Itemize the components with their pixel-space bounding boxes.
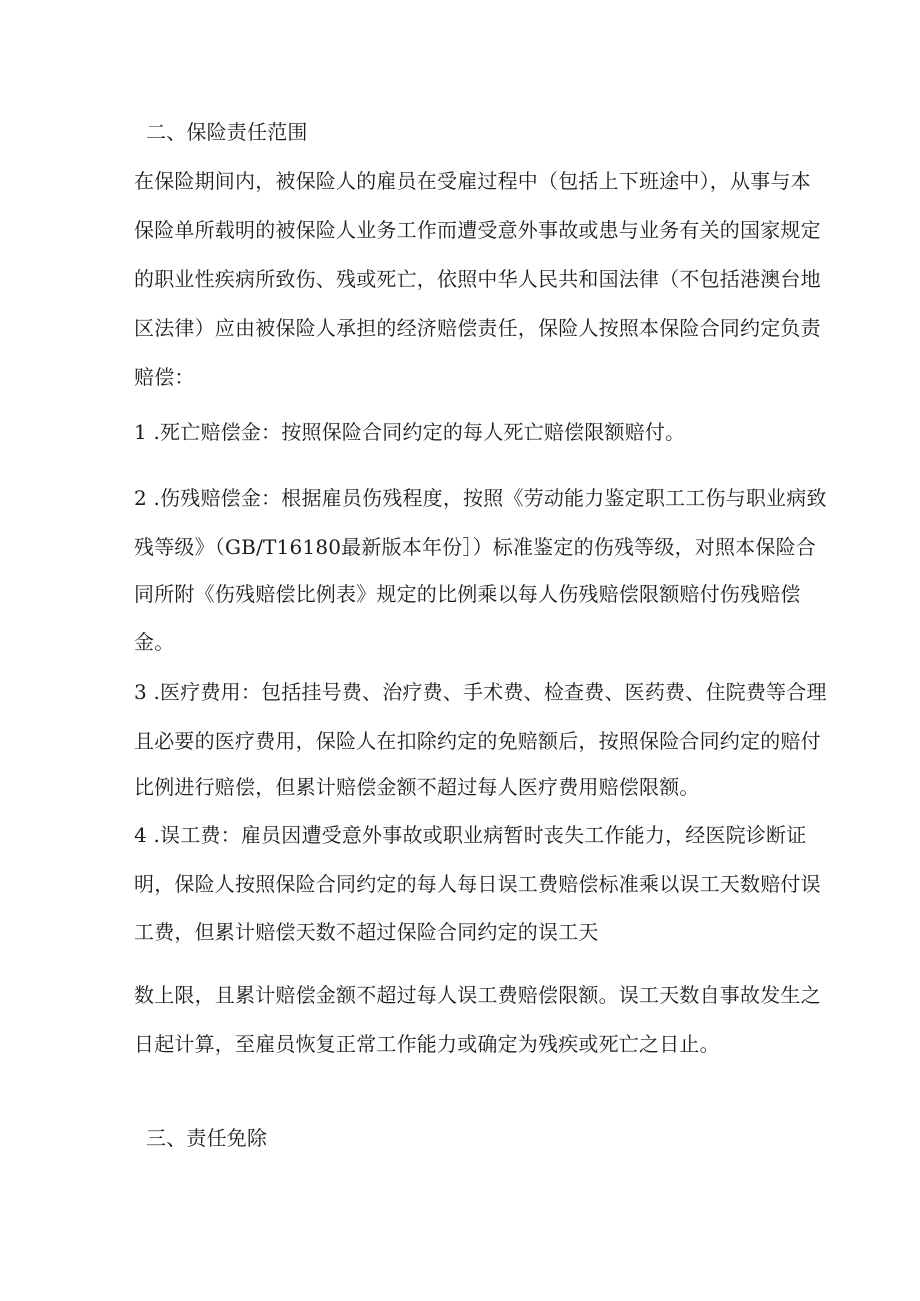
item-4-line-4: 数上限，且累计赔偿金额不超过每人误工费赔偿限额。误工天数自事故发生之 [134, 983, 821, 1007]
section-heading-2: 二、保险责任范围 [146, 120, 308, 144]
intro-line-5: 赔偿： [134, 365, 195, 389]
item-2-line-4: 金。 [134, 630, 175, 654]
intro-line-2: 保险单所载明的被保险人业务工作而遭受意外事故或患与业务有关的国家规定 [134, 218, 821, 242]
intro-line-4: 区法律）应由被保险人承担的经济赔偿责任，保险人按照本保险合同约定负责 [134, 316, 821, 340]
item-4-line-2: 明，保险人按照保险合同约定的每人每日误工费赔偿标准乘以误工天数赔付误 [134, 872, 821, 896]
item-4-line-3: 工费，但累计赔偿天数不超过保险合同约定的误工天 [134, 920, 599, 944]
item-4-line-1: 4 .误工费：雇员因遭受意外事故或职业病暂时丧失工作能力，经医院诊断证 [134, 823, 807, 847]
section-heading-3: 三、责任免除 [146, 1126, 268, 1150]
item-3-line-1: 3 .医疗费用：包括挂号费、治疗费、手术费、检查费、医药费、住院费等合理 [134, 680, 827, 704]
item-2-line-2: 残等级》（GB/T16180最新版本年份］）标准鉴定的伤残等级，对照本保险合 [134, 535, 816, 559]
item-3-line-2: 且必要的医疗费用，保险人在扣除约定的免赔额后，按照保险合同约定的赔付 [134, 729, 821, 753]
item-3-line-3: 比例进行赔偿，但累计赔偿金额不超过每人医疗费用赔偿限额。 [134, 775, 700, 799]
intro-line-1: 在保险期间内，被保险人的雇员在受雇过程中（包括上下班途中），从事与本 [134, 169, 811, 193]
item-1-line-1: 1 .死亡赔偿金：按照保险合同约定的每人死亡赔偿限额赔付。 [134, 420, 686, 444]
intro-line-3: 的职业性疾病所致伤、残或死亡，依照中华人民共和国法律（不包括港澳台地 [134, 267, 821, 291]
item-2-line-1: 2 .伤残赔偿金：根据雇员伤残程度，按照《劳动能力鉴定职工工伤与职业病致 [134, 486, 827, 510]
item-4-line-5: 日起计算，至雇员恢复正常工作能力或确定为残疾或死亡之日止。 [134, 1032, 720, 1056]
item-2-line-3: 同所附《伤残赔偿比例表》规定的比例乘以每人伤残赔偿限额赔付伤残赔偿 [134, 582, 801, 606]
